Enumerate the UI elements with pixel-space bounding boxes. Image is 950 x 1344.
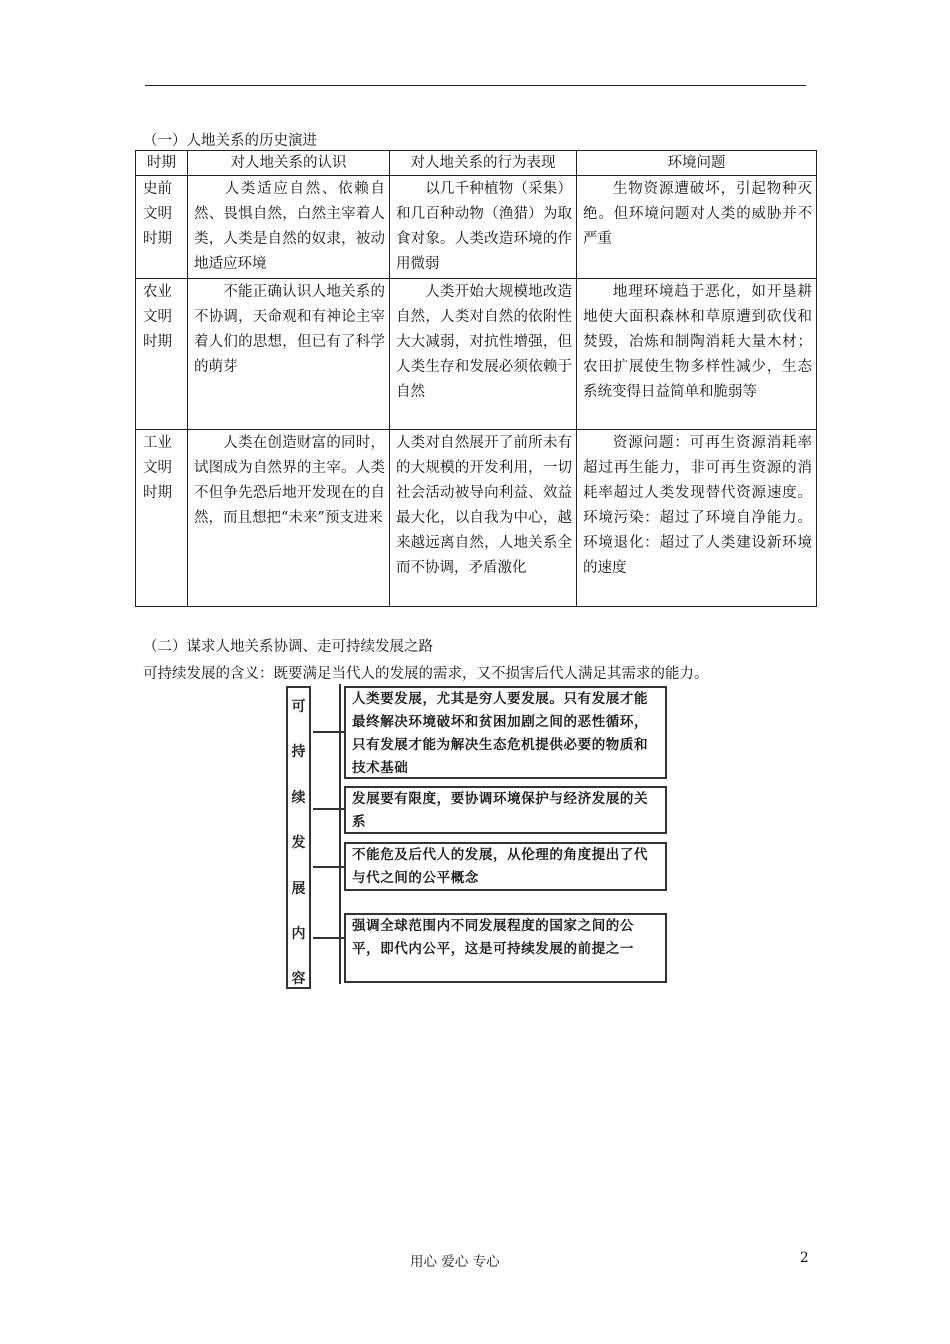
table-header-row	[136, 151, 817, 176]
sustainability-definition: 可持续发展的含义：既要满足当代人的发展的需求，又不损害后代人满足其需求的能力。	[143, 666, 709, 682]
cell-period: 工业文明时期	[136, 430, 188, 607]
header-period: 时期	[136, 151, 188, 176]
cell-behavior: 以几千种植物（采集）和几百种动物（渔猎）为取食对象。人类改造环境的作用微弱	[390, 176, 577, 279]
cell-cognition: 不能正确认识人地关系的不协调，天命观和有神论主宰着人们的思想，但已有了科学的萌芽	[188, 279, 390, 430]
diagram-branch	[313, 866, 345, 868]
diagram-item-box	[344, 842, 667, 891]
root-char: 发	[291, 835, 306, 851]
header-problem: 环境问题	[577, 151, 817, 176]
diagram-item-text: 不能危及后代人的发展，从伦理的角度提出了代与代之间的公平概念	[352, 847, 649, 886]
history-table	[135, 150, 817, 607]
diagram-branch	[313, 808, 345, 810]
cell-problem: 资源问题：可再生资源消耗率超过再生能力，非可再生资源的消耗率超过人类发现替代资源速度。环境污染：超过了环境自净能力。环境退化：超过了人类建设新环境的速度	[577, 430, 817, 607]
page-number: 2	[800, 1250, 809, 1266]
section-2-title: （二）谋求人地关系协调、走可持续发展之路	[143, 639, 433, 655]
root-char: 容	[291, 971, 306, 987]
diagram-connector	[339, 684, 341, 984]
sustainability-diagram	[283, 684, 667, 996]
root-char: 展	[291, 881, 306, 897]
table-row	[136, 430, 817, 607]
header-behavior: 对人地关系的行为表现	[390, 151, 577, 176]
cell-problem: 地理环境趋于恶化，如开垦耕地使大面积森林和草原遭到砍伐和焚毁，冶炼和制陶消耗大量木材；农田扩展使生物多样性减少，生态系统变得日益简单和脆弱等	[577, 279, 817, 430]
root-char: 内	[291, 926, 306, 942]
cell-behavior: 人类开始大规模地改造自然，人类对自然的依附性大大减弱，对抗性增强，但人类生存和发展必须依赖于自然	[390, 279, 577, 430]
diagram-root-box	[286, 686, 311, 989]
root-char: 可	[291, 699, 306, 715]
cell-period: 农业文明时期	[136, 279, 188, 430]
cell-behavior: 人类对自然展开了前所未有的大规模的开发利用，一切社会活动被导向利益、效益最大化，以自我为中心，越来越远离自然，人地关系全而不协调，矛盾激化	[390, 430, 577, 607]
diagram-branch	[313, 937, 345, 939]
diagram-item-text: 人类要发展，尤其是穷人要发展。只有发展才能最终解决环境破坏和贫困加剧之间的恶性循环，只有发展才能为解决生态危机提供必要的物质和技术基础	[352, 691, 649, 776]
cell-cognition: 人类在创造财富的同时，试图成为自然界的主宰。人类不但争先恐后地开发现在的自然，而且想把“未来”预支进来	[188, 430, 390, 607]
header-rule	[145, 85, 806, 86]
cell-period: 史前文明时期	[136, 176, 188, 279]
footer-motto: 用心 爱心 专心	[410, 1254, 500, 1270]
cell-cognition: 人类适应自然、依赖自然、畏惧自然，白然主宰着人类，人类是自然的奴隶，被动地适应环境	[188, 176, 390, 279]
diagram-branch	[313, 731, 345, 733]
section-1-title: （一）人地关系的历史演进	[143, 133, 317, 149]
diagram-item-text: 强调全球范围内不同发展程度的国家之间的公平，即代内公平，这是可持续发展的前提之一	[352, 918, 634, 957]
diagram-item-box	[344, 786, 667, 834]
diagram-item-box	[344, 913, 667, 983]
root-char: 续	[291, 790, 306, 806]
root-char: 持	[291, 744, 306, 760]
table-row	[136, 279, 817, 430]
table-row	[136, 176, 817, 279]
diagram-item-text: 发展要有限度，要协调环境保护与经济发展的关系	[352, 791, 649, 830]
header-cognition: 对人地关系的认识	[188, 151, 390, 176]
cell-problem: 生物资源遭破坏，引起物种灭绝。但环境问题对人类的威胁并不严重	[577, 176, 817, 279]
diagram-item-box	[344, 686, 667, 779]
